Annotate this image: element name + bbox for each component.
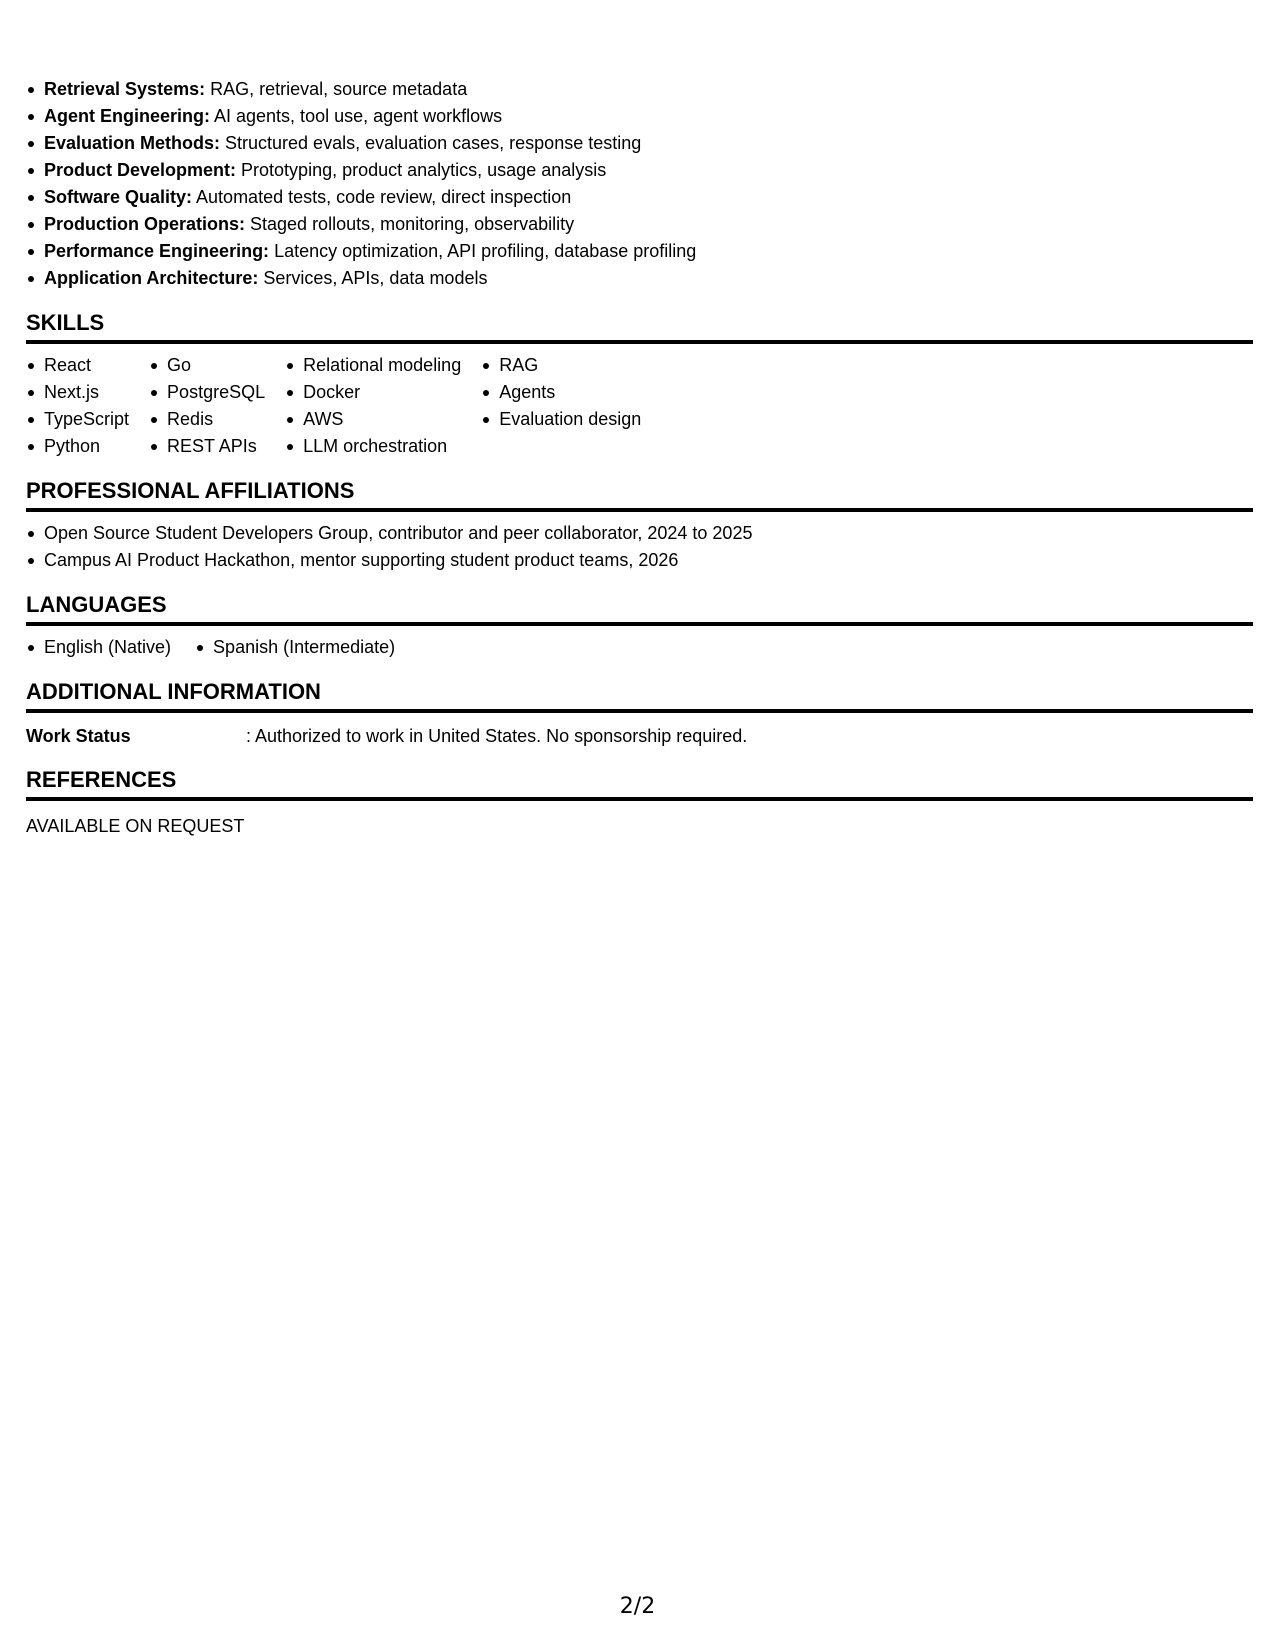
list-item (26, 76, 1253, 103)
list-item (26, 157, 1253, 184)
list-item (26, 265, 1253, 292)
list-item: AWS (285, 406, 461, 433)
focus-area-text: Services, APIs, data models (258, 268, 488, 288)
work-status-row (26, 721, 1253, 749)
list-item (26, 238, 1253, 265)
references-text: AVAILABLE ON REQUEST (26, 816, 245, 836)
list-item: Go (149, 352, 265, 379)
list-item: Open Source Student Developers Group, contributor and peer collaborator, 2024 to 2025 (26, 520, 1253, 547)
list-item: Relational modeling (285, 352, 461, 379)
skills-column (149, 352, 265, 460)
list-item: English (Native) (26, 634, 171, 661)
focus-area-text: Prototyping, product analytics, usage analysis (236, 160, 607, 180)
page-number: 2/2 (619, 1594, 656, 1619)
focus-areas-list (26, 76, 1253, 292)
affiliations-section (26, 478, 1253, 574)
focus-area-text: RAG, retrieval, source metadata (205, 79, 468, 99)
section-title: REFERENCES (26, 767, 1253, 801)
focus-area-label: Agent Engineering: (44, 106, 210, 126)
work-status-value: : Authorized to work in United States. No sponsorship required. (246, 726, 748, 746)
focus-area-label: Software Quality: (44, 187, 193, 207)
list-item: TypeScript (26, 406, 129, 433)
list-item: Evaluation design (481, 406, 641, 433)
skills-grid (26, 352, 1253, 460)
focus-area-label: Product Development: (44, 160, 237, 180)
references-section (26, 767, 1253, 839)
skills-column (481, 352, 641, 460)
resume-page (26, 76, 1253, 839)
list-item: Agents (481, 379, 641, 406)
focus-area-text: Latency optimization, API profiling, database profiling (269, 241, 697, 261)
focus-area-label: Application Architecture: (44, 268, 259, 288)
focus-area-label: Retrieval Systems: (44, 79, 206, 99)
list-item: LLM orchestration (285, 433, 461, 460)
section-title: LANGUAGES (26, 592, 1253, 626)
section-title: PROFESSIONAL AFFILIATIONS (26, 478, 1253, 512)
focus-area-text: Structured evals, evaluation cases, response testing (220, 133, 642, 153)
list-item: Redis (149, 406, 265, 433)
section-title: ADDITIONAL INFORMATION (26, 679, 1253, 713)
list-item: Campus AI Product Hackathon, mentor supporting student product teams, 2026 (26, 547, 1253, 574)
list-item (26, 211, 1253, 238)
focus-area-text: Staged rollouts, monitoring, observability (245, 214, 575, 234)
additional-info-section (26, 679, 1253, 749)
list-item: React (26, 352, 129, 379)
languages-list (26, 634, 1253, 661)
skills-column (285, 352, 461, 460)
affiliations-list (26, 520, 1253, 574)
list-item: PostgreSQL (149, 379, 265, 406)
list-item: Next.js (26, 379, 129, 406)
section-title: SKILLS (26, 310, 1253, 344)
list-item: Spanish (Intermediate) (195, 634, 395, 661)
skills-section (26, 310, 1253, 460)
skills-column (26, 352, 129, 460)
list-item (26, 130, 1253, 157)
focus-area-label: Production Operations: (44, 214, 246, 234)
list-item: RAG (481, 352, 641, 379)
list-item: Docker (285, 379, 461, 406)
work-status-label: Work Status (26, 726, 131, 746)
focus-area-label: Evaluation Methods: (44, 133, 221, 153)
languages-section (26, 592, 1253, 661)
list-item (26, 184, 1253, 211)
list-item (26, 103, 1253, 130)
focus-area-label: Performance Engineering: (44, 241, 270, 261)
focus-area-text: Automated tests, code review, direct inspection (192, 187, 572, 207)
focus-area-text: AI agents, tool use, agent workflows (210, 106, 503, 126)
list-item: Python (26, 433, 129, 460)
list-item: REST APIs (149, 433, 265, 460)
